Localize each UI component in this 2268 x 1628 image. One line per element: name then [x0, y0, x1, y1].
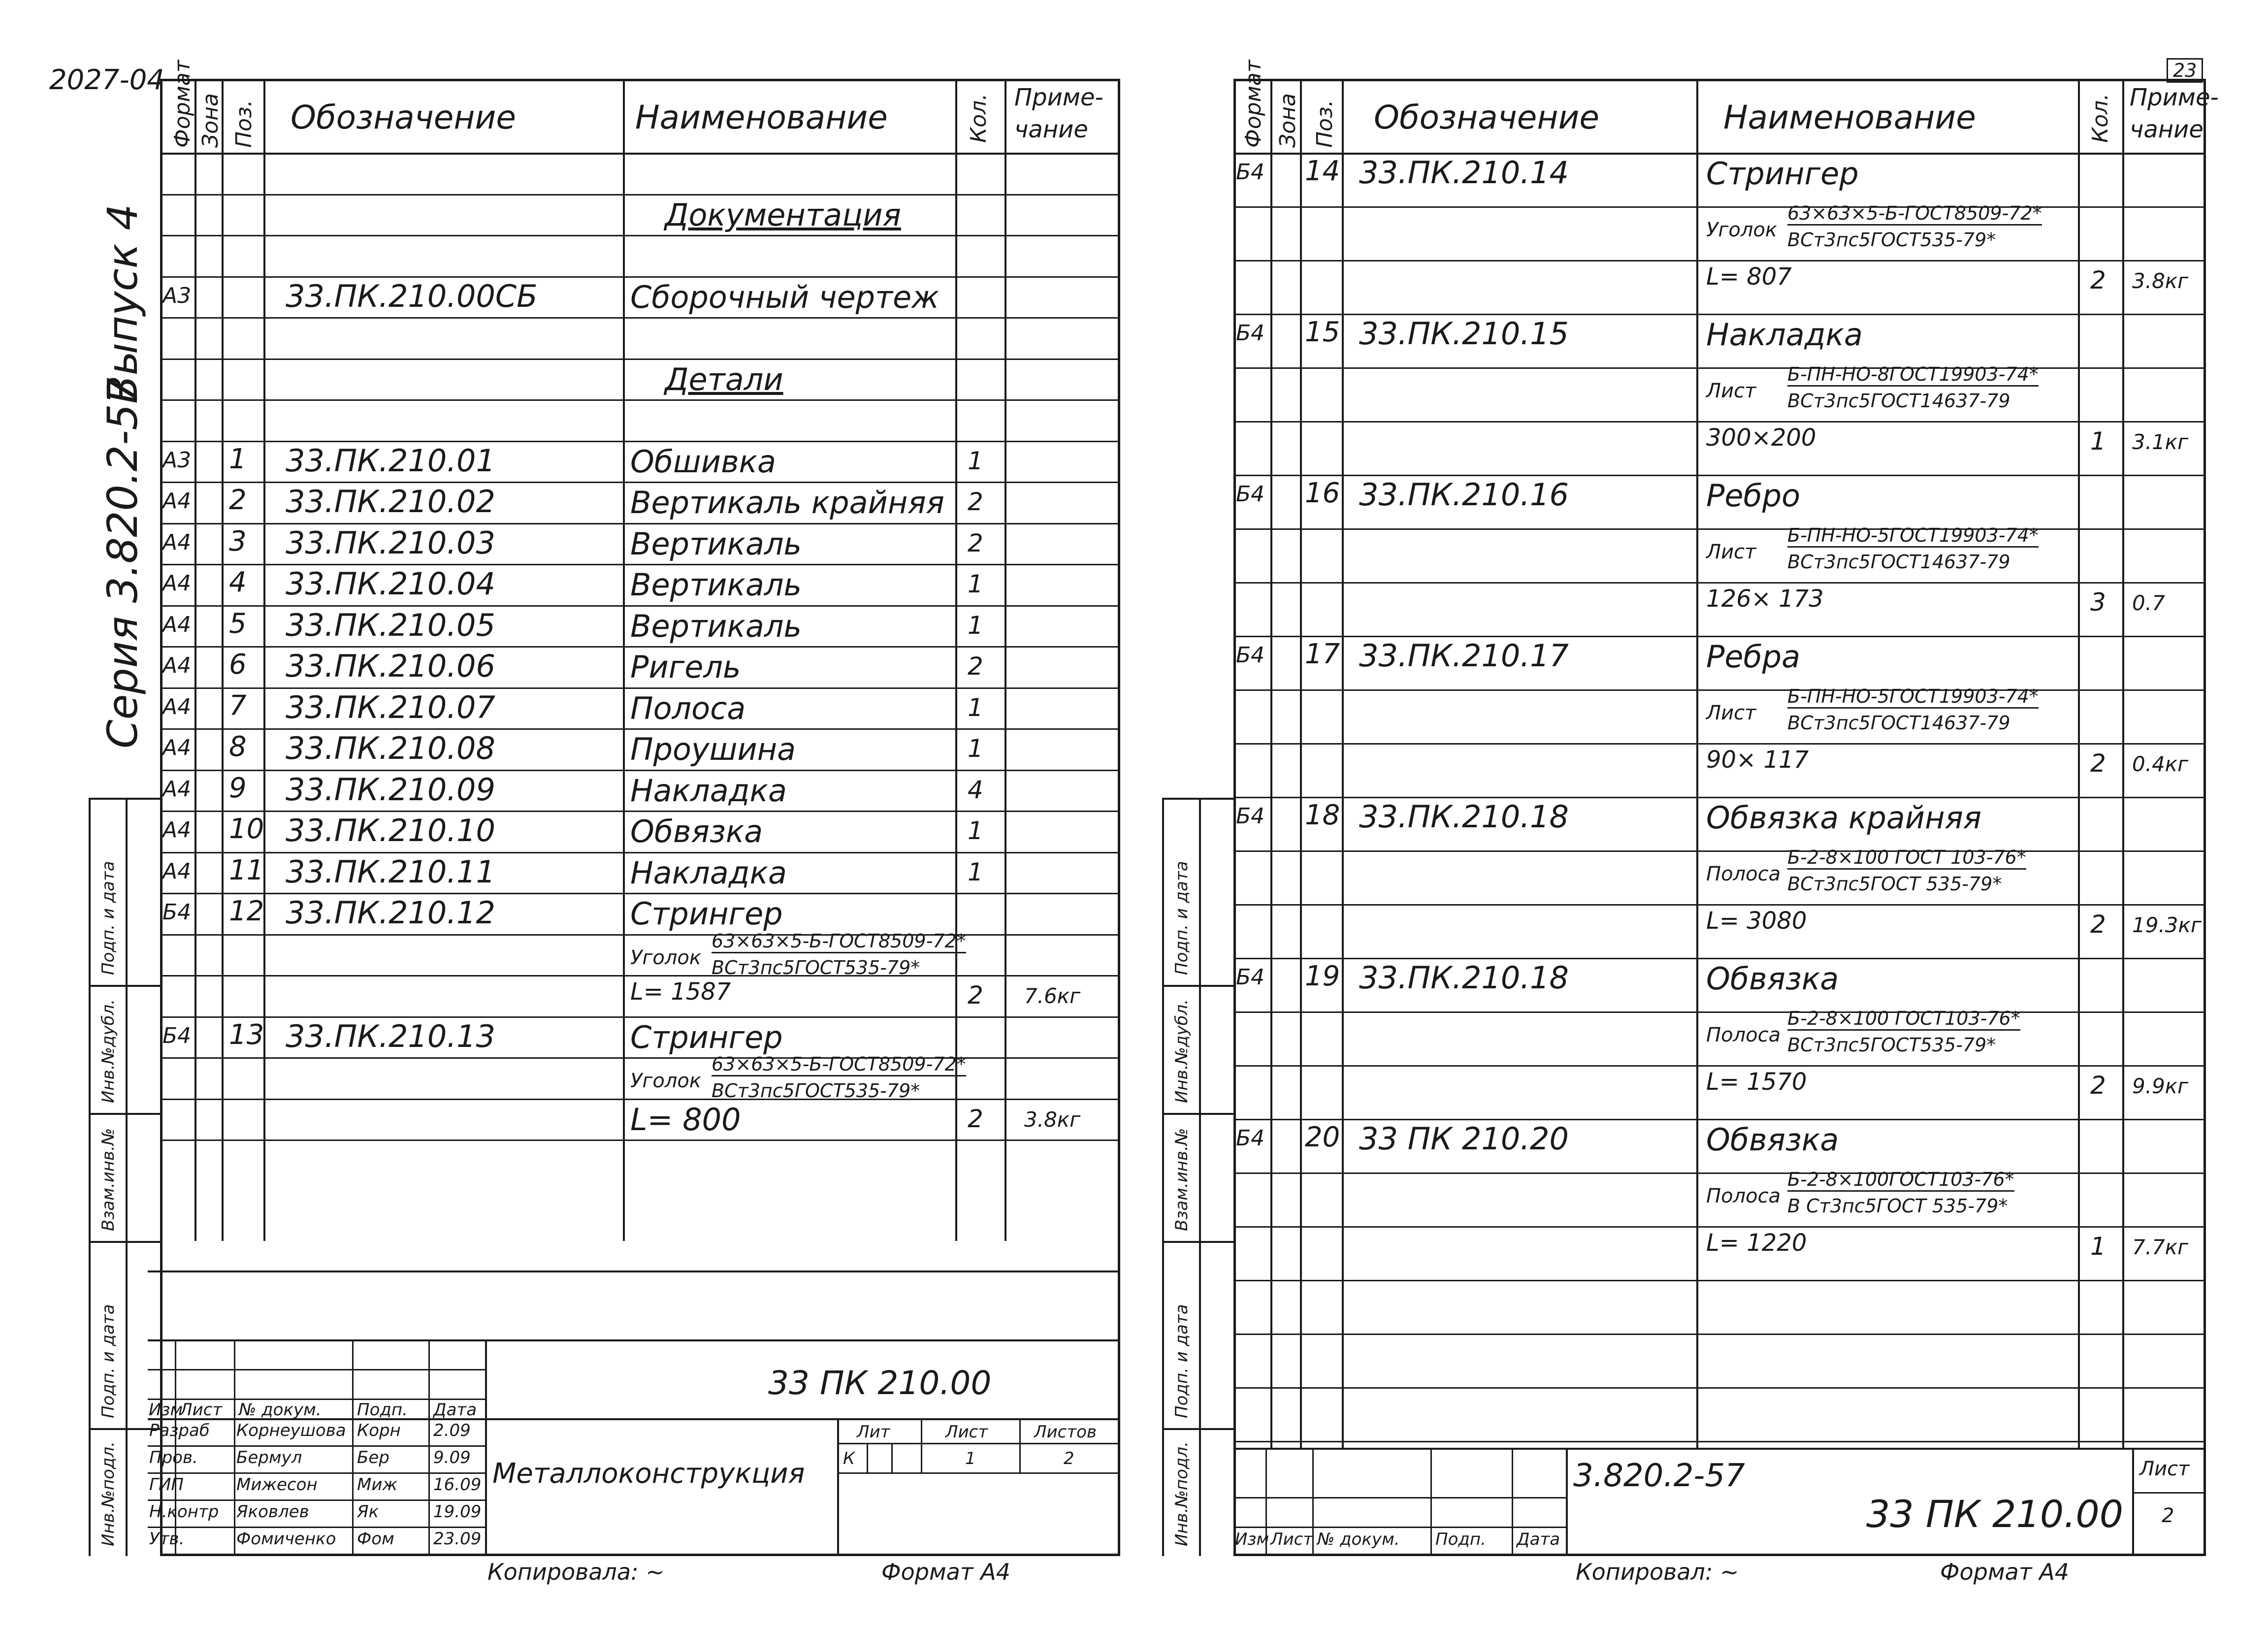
- row-quantity: 2: [968, 981, 983, 1009]
- rb-doc-code: 33 ПК 210.00: [1866, 1492, 2124, 1536]
- section-heading: Детали: [665, 361, 783, 397]
- row-name: Стрингер: [630, 896, 783, 932]
- row-line: [1233, 421, 2206, 423]
- row-line: [160, 276, 1120, 278]
- row-quantity: 1: [968, 734, 983, 763]
- tb-col-date: Дата: [433, 1400, 477, 1420]
- row-quantity: 2: [968, 528, 983, 557]
- header-note-a: Приме-: [1014, 84, 1103, 111]
- tb-signature: Фом: [357, 1529, 394, 1549]
- row-designation: 33.ПК.210.06: [286, 648, 495, 684]
- row-quantity: 1: [968, 693, 983, 722]
- row-format: Б4: [1236, 804, 1265, 829]
- row-format: А4: [162, 612, 192, 637]
- row-name: Полоса: [630, 690, 746, 726]
- row-name: L= 1220: [1706, 1229, 1807, 1257]
- row-position: 16: [1305, 477, 1340, 509]
- row-name: Ригель: [630, 649, 741, 685]
- tb-signature: Бер: [357, 1448, 389, 1467]
- row-format: Б4: [1236, 321, 1265, 346]
- rb-col-list: Лист: [1270, 1530, 1313, 1549]
- row-position: 13: [229, 1018, 264, 1051]
- row-name: Обвязка: [1706, 961, 1839, 997]
- row-line: [160, 893, 1120, 894]
- row-position: 10: [229, 813, 264, 845]
- tb-role: ГИП: [149, 1475, 184, 1495]
- row-line: [1233, 1172, 2206, 1174]
- side-sign-date: Подп. и дата: [98, 1304, 118, 1418]
- row-quantity: 2: [2090, 749, 2106, 778]
- row-format: А4: [162, 735, 192, 760]
- row-line: [160, 1016, 1120, 1018]
- header-designation: Обозначение: [291, 98, 516, 136]
- copied-left: Копировала: ~: [487, 1559, 665, 1585]
- material-prefix: Лист: [1706, 702, 1756, 724]
- material-prefix: Лист: [1706, 541, 1756, 563]
- side-sign-date-2: Подп. и дата: [98, 861, 118, 975]
- header-designation-r: Обозначение: [1374, 98, 1599, 136]
- row-format: А4: [162, 694, 192, 719]
- header-note-a-r: Приме-: [2130, 84, 2219, 111]
- row-designation: 33.ПК.210.04: [286, 566, 495, 602]
- row-line: [160, 852, 1120, 853]
- row-designation: 33.ПК.210.02: [286, 484, 495, 520]
- header-format-r: Формат: [1241, 60, 1266, 148]
- material-spec-bottom: ВСт3пс5ГОСТ14637-79: [1787, 551, 2010, 573]
- row-name: Обвязка: [630, 814, 763, 849]
- row-format: Б4: [162, 900, 192, 925]
- row-position: 14: [1305, 155, 1340, 187]
- material-spec-top: Б-2-8×100 ГОСТ103-76*: [1787, 1008, 2020, 1031]
- row-note: 7.7кг: [2132, 1235, 2189, 1259]
- row-designation: 33.ПК.210.05: [286, 607, 495, 643]
- row-note: 3.8кг: [2132, 269, 2189, 293]
- side-sign-date-r: Подп. и дата: [1172, 1304, 1192, 1418]
- row-name: Вертикаль крайняя: [630, 485, 944, 521]
- row-line: [160, 646, 1120, 648]
- row-position: 7: [229, 689, 247, 722]
- material-spec-top: Б-ПН-НО-5ГОСТ19903-74*: [1787, 524, 2039, 548]
- row-line: [1233, 904, 2206, 906]
- row-quantity: 2: [968, 1104, 983, 1133]
- side-sign-date-2-r: Подп. и дата: [1172, 861, 1192, 975]
- material-spec-bottom: ВСт3пс5ГОСТ 535-79*: [1787, 873, 2002, 895]
- side-inv-orig: Инв.№подл.: [98, 1441, 118, 1546]
- row-designation: 33.ПК.210.18: [1359, 799, 1569, 835]
- row-name: 300×200: [1706, 424, 1816, 452]
- row-designation: 33.ПК.210.15: [1359, 316, 1569, 352]
- tb-date: 2.09: [433, 1421, 471, 1440]
- row-format: А3: [162, 283, 192, 308]
- row-name: Ребра: [1706, 639, 1801, 675]
- tb-role: Утв.: [149, 1529, 185, 1549]
- row-quantity: 2: [968, 488, 983, 516]
- row-line: [160, 523, 1120, 524]
- side-inv-orig-r: Инв.№подл.: [1172, 1441, 1192, 1546]
- tb-lit-value: К: [843, 1449, 855, 1468]
- row-line: [1233, 528, 2206, 530]
- row-designation: 33.ПК.210.12: [286, 895, 495, 931]
- rb-sheet-label: Лист: [2139, 1458, 2190, 1480]
- header-qty: Кол.: [966, 93, 991, 143]
- row-quantity: 1: [968, 857, 983, 886]
- row-designation: 33 ПК 210.20: [1359, 1121, 1569, 1157]
- tb-col-list: Лист: [180, 1400, 223, 1420]
- archive-number: 2027-04: [49, 64, 164, 96]
- row-line: [1233, 475, 2206, 476]
- row-position: 9: [229, 772, 247, 804]
- material-spec-bottom: В Ст3пс5ГОСТ 535-79*: [1787, 1195, 2008, 1217]
- row-line: [160, 399, 1120, 401]
- row-quantity: 2: [2090, 266, 2106, 294]
- header-name-r: Наименование: [1723, 98, 1976, 136]
- page-number: 23: [2167, 58, 2203, 83]
- tb-date: 19.09: [433, 1502, 482, 1522]
- row-line: [1233, 582, 2206, 584]
- row-position: 17: [1305, 638, 1340, 670]
- row-line: [1233, 1280, 2206, 1281]
- tb-date: 23.09: [433, 1529, 482, 1549]
- row-note: 3.1кг: [2132, 430, 2189, 454]
- side-vzam-inv: Взам.инв.№: [98, 1128, 118, 1231]
- tb-signature: Як: [357, 1502, 379, 1522]
- side-inv-dubl: Инв.№дубл.: [98, 999, 118, 1103]
- row-line: [160, 605, 1120, 607]
- tb-role: Пров.: [149, 1448, 198, 1467]
- row-quantity: 1: [968, 611, 983, 640]
- row-designation: 33.ПК.210.10: [286, 813, 495, 848]
- rb-series-code: 3.820.2-57: [1573, 1458, 1745, 1494]
- row-format: А4: [162, 488, 192, 514]
- tb-date: 16.09: [433, 1475, 482, 1495]
- row-line: [160, 194, 1120, 195]
- row-format: А4: [162, 653, 192, 678]
- row-position: 19: [1305, 960, 1340, 992]
- tb-sheet-label: Лист: [945, 1422, 988, 1442]
- row-designation: 33.ПК.210.07: [286, 689, 495, 725]
- tb-sheet-value: 1: [965, 1449, 976, 1468]
- row-line: [160, 1140, 1120, 1141]
- row-designation: 33.ПК.210.01: [286, 442, 495, 479]
- row-line: [160, 1099, 1120, 1100]
- row-name: Проушина: [630, 731, 796, 767]
- row-line: [160, 1057, 1120, 1059]
- material-spec-top: Б-ПН-НО-5ГОСТ19903-74*: [1787, 685, 2039, 709]
- tb-col-sign: Подп.: [357, 1400, 408, 1420]
- row-line: [1233, 314, 2206, 315]
- row-name: L= 1587: [630, 978, 731, 1006]
- row-name: Вертикаль: [630, 608, 802, 644]
- rb-col-date: Дата: [1517, 1530, 1560, 1549]
- row-designation: 33.ПК.210.08: [286, 730, 495, 766]
- row-position: 8: [229, 731, 247, 763]
- row-position: 12: [229, 895, 264, 927]
- row-name: Сборочный чертеж: [630, 279, 940, 315]
- row-line: [1233, 1226, 2206, 1228]
- row-name: Ребро: [1706, 478, 1801, 514]
- row-line: [160, 564, 1120, 565]
- row-name: L= 800: [630, 1101, 741, 1138]
- material-prefix: Полоса: [1706, 1185, 1781, 1207]
- row-line: [1233, 1065, 2206, 1067]
- row-note: 7.6кг: [1024, 984, 1081, 1008]
- tb-person-name: Фомиченко: [236, 1529, 336, 1549]
- row-name: Накладка: [1706, 317, 1863, 353]
- row-line: [160, 482, 1120, 483]
- tb-person-name: Мижесон: [236, 1475, 318, 1495]
- row-format: А3: [162, 447, 192, 473]
- row-designation: 33.ПК.210.16: [1359, 477, 1569, 513]
- header-pos: Поз.: [231, 99, 257, 148]
- material-spec-bottom: ВСт3пс5ГОСТ535-79*: [1787, 229, 1996, 251]
- tb-lit-label: Лит: [857, 1422, 890, 1442]
- row-line: [1233, 797, 2206, 798]
- tb-person-name: Бермул: [236, 1448, 302, 1467]
- row-designation: 33.ПК.210.03: [286, 524, 495, 561]
- material-prefix: Полоса: [1706, 863, 1781, 885]
- row-designation: 33.ПК.210.18: [1359, 960, 1569, 996]
- row-line: [1233, 958, 2206, 959]
- row-format: Б4: [1236, 482, 1265, 507]
- row-position: 2: [229, 484, 247, 516]
- row-name: Обвязка: [1706, 1122, 1839, 1158]
- material-prefix: Уголок: [1706, 219, 1778, 241]
- row-line: [160, 770, 1120, 771]
- material-spec-top: Б-2-8×100ГОСТ103-76*: [1787, 1169, 2014, 1192]
- row-position: 15: [1305, 316, 1340, 348]
- row-line: [160, 235, 1120, 236]
- format-right: Формат А4: [1940, 1559, 2069, 1585]
- row-format: Б4: [1236, 1126, 1265, 1151]
- row-name: L= 1570: [1706, 1068, 1807, 1096]
- row-designation: 33.ПК.210.14: [1359, 155, 1569, 191]
- row-name: Стрингер: [1706, 156, 1859, 192]
- row-quantity: 1: [2090, 1232, 2106, 1261]
- row-line: [160, 687, 1120, 689]
- row-quantity: 1: [2090, 427, 2106, 456]
- rb-col-doc: № докум.: [1317, 1530, 1400, 1549]
- row-line: [1233, 206, 2206, 208]
- row-name: L= 807: [1706, 263, 1792, 291]
- row-quantity: 2: [2090, 1071, 2106, 1100]
- row-designation: 33.ПК.210.17: [1359, 638, 1569, 674]
- material-spec-top: 63×63×5-Б-ГОСТ8509-72*: [1787, 202, 2042, 226]
- material-spec-bottom: ВСт3пс5ГОСТ14637-79: [1787, 712, 2010, 734]
- row-quantity: 1: [968, 816, 983, 845]
- row-format: Б4: [1236, 965, 1265, 990]
- header-format: Формат: [170, 60, 195, 148]
- row-line: [160, 358, 1120, 360]
- tb-sheets-label: Листов: [1034, 1422, 1097, 1442]
- row-line: [1233, 260, 2206, 261]
- row-name: Вертикаль: [630, 525, 802, 562]
- issue-label: Выпуск 4: [98, 204, 147, 404]
- material-spec-bottom: ВСт3пс5ГОСТ535-79*: [712, 1080, 920, 1102]
- tb-role: Н.контр: [149, 1502, 219, 1522]
- row-note: 3.8кг: [1024, 1107, 1081, 1132]
- row-line: [160, 728, 1120, 730]
- tb-sheets-value: 2: [1064, 1449, 1074, 1468]
- row-format: Б4: [1236, 160, 1265, 185]
- row-line: [160, 317, 1120, 319]
- side-inv-dubl-r: Инв.№дубл.: [1172, 999, 1192, 1103]
- material-spec-top: 63×63×5-Б-ГОСТ8509-72*: [712, 930, 966, 953]
- material-spec-bottom: ВСт3пс5ГОСТ14637-79: [1787, 390, 2010, 412]
- row-format: Б4: [1236, 643, 1265, 668]
- material-prefix: Полоса: [1706, 1024, 1781, 1046]
- row-line: [1233, 689, 2206, 691]
- row-line: [160, 811, 1120, 812]
- row-format: А4: [162, 776, 192, 802]
- row-note: 0.7: [2132, 591, 2165, 615]
- header-note-b: чание: [1014, 116, 1088, 143]
- material-spec-bottom: ВСт3пс5ГОСТ535-79*: [1787, 1034, 1996, 1056]
- material-spec-bottom: ВСт3пс5ГОСТ535-79*: [712, 956, 920, 978]
- header-note-b-r: чание: [2130, 116, 2203, 143]
- row-line: [1233, 1334, 2206, 1335]
- series-label: Серия 3.820.2-57: [98, 377, 147, 749]
- section-heading: Документация: [665, 196, 901, 233]
- row-position: 4: [229, 566, 247, 598]
- row-note: 9.9кг: [2132, 1074, 2189, 1098]
- tb-person-name: Корнеушова: [236, 1421, 346, 1440]
- row-quantity: 2: [968, 652, 983, 681]
- row-name: L= 3080: [1706, 907, 1807, 935]
- material-prefix: Уголок: [630, 1070, 702, 1092]
- side-vzam-inv-r: Взам.инв.№: [1172, 1128, 1192, 1231]
- row-position: 3: [229, 525, 247, 557]
- row-position: 5: [229, 607, 247, 640]
- material-spec-top: Б-ПН-НО-8ГОСТ19903-74*: [1787, 363, 2039, 387]
- tb-title: Металлоконструкция: [492, 1458, 805, 1490]
- row-name: 90× 117: [1706, 746, 1809, 774]
- tb-signature: Корн: [357, 1421, 401, 1440]
- material-spec-top: 63×63×5-Б-ГОСТ8509-72*: [712, 1053, 966, 1076]
- row-position: 11: [229, 854, 264, 886]
- row-designation: 33.ПК.210.13: [286, 1018, 495, 1054]
- row-designation: 33.ПК.210.09: [286, 771, 495, 808]
- row-line: [160, 934, 1120, 936]
- tb-col-izm: Изм: [149, 1400, 183, 1420]
- row-designation: 33.ПК.210.00СБ: [286, 278, 538, 314]
- row-line: [1233, 850, 2206, 852]
- format-left: Формат А4: [881, 1559, 1010, 1585]
- row-quantity: 1: [968, 446, 983, 475]
- rb-col-sign: Подп.: [1435, 1530, 1486, 1549]
- row-quantity: 1: [968, 570, 983, 598]
- row-designation: 33.ПК.210.11: [286, 853, 495, 890]
- row-line: [1233, 636, 2206, 637]
- row-line: [1233, 1387, 2206, 1389]
- row-name: Обвязка крайняя: [1706, 800, 1982, 836]
- row-note: 19.3кг: [2132, 913, 2202, 937]
- row-name: Обшивка: [630, 443, 777, 480]
- tb-col-doc: № докум.: [239, 1400, 322, 1420]
- tb-doc-code: 33 ПК 210.00: [768, 1364, 992, 1402]
- header-zone: Зона: [198, 93, 223, 148]
- material-prefix: Лист: [1706, 380, 1756, 402]
- tb-role: Разраб: [149, 1421, 210, 1440]
- row-format: А4: [162, 858, 192, 884]
- row-line: [1233, 1119, 2206, 1120]
- tb-signature: Миж: [357, 1475, 398, 1495]
- row-format: А4: [162, 529, 192, 555]
- row-line: [1233, 367, 2206, 369]
- row-name: 126× 173: [1706, 585, 1824, 613]
- row-line: [1233, 1011, 2206, 1013]
- row-quantity: 2: [2090, 910, 2106, 939]
- material-prefix: Уголок: [630, 946, 702, 969]
- row-position: 20: [1305, 1121, 1340, 1153]
- row-name: Стрингер: [630, 1019, 783, 1055]
- row-line: [160, 975, 1120, 977]
- row-quantity: 3: [2090, 588, 2106, 617]
- row-format: А4: [162, 817, 192, 843]
- row-line: [1233, 743, 2206, 745]
- row-format: А4: [162, 571, 192, 596]
- row-position: 6: [229, 649, 247, 681]
- row-name: Вертикаль: [630, 567, 802, 603]
- row-format: Б4: [162, 1023, 192, 1048]
- header-zone-r: Зона: [1275, 93, 1300, 148]
- tb-date: 9.09: [433, 1448, 471, 1467]
- rb-sheet-value: 2: [2162, 1504, 2174, 1527]
- copied-right: Копировал: ~: [1576, 1559, 1739, 1585]
- header-qty-r: Кол.: [2088, 93, 2113, 143]
- row-line: [1233, 1441, 2206, 1442]
- row-line: [160, 441, 1120, 442]
- row-name: Накладка: [630, 854, 787, 891]
- header-pos-r: Поз.: [1312, 99, 1337, 148]
- row-name: Накладка: [630, 772, 787, 809]
- header-name: Наименование: [635, 98, 888, 136]
- tb-person-name: Яковлев: [236, 1502, 309, 1522]
- material-spec-top: Б-2-8×100 ГОСТ 103-76*: [1787, 847, 2026, 870]
- row-position: 18: [1305, 799, 1340, 831]
- rb-col-izm: Изм: [1235, 1530, 1269, 1549]
- row-quantity: 4: [968, 775, 983, 804]
- row-position: 1: [229, 443, 247, 475]
- row-note: 0.4кг: [2132, 752, 2189, 776]
